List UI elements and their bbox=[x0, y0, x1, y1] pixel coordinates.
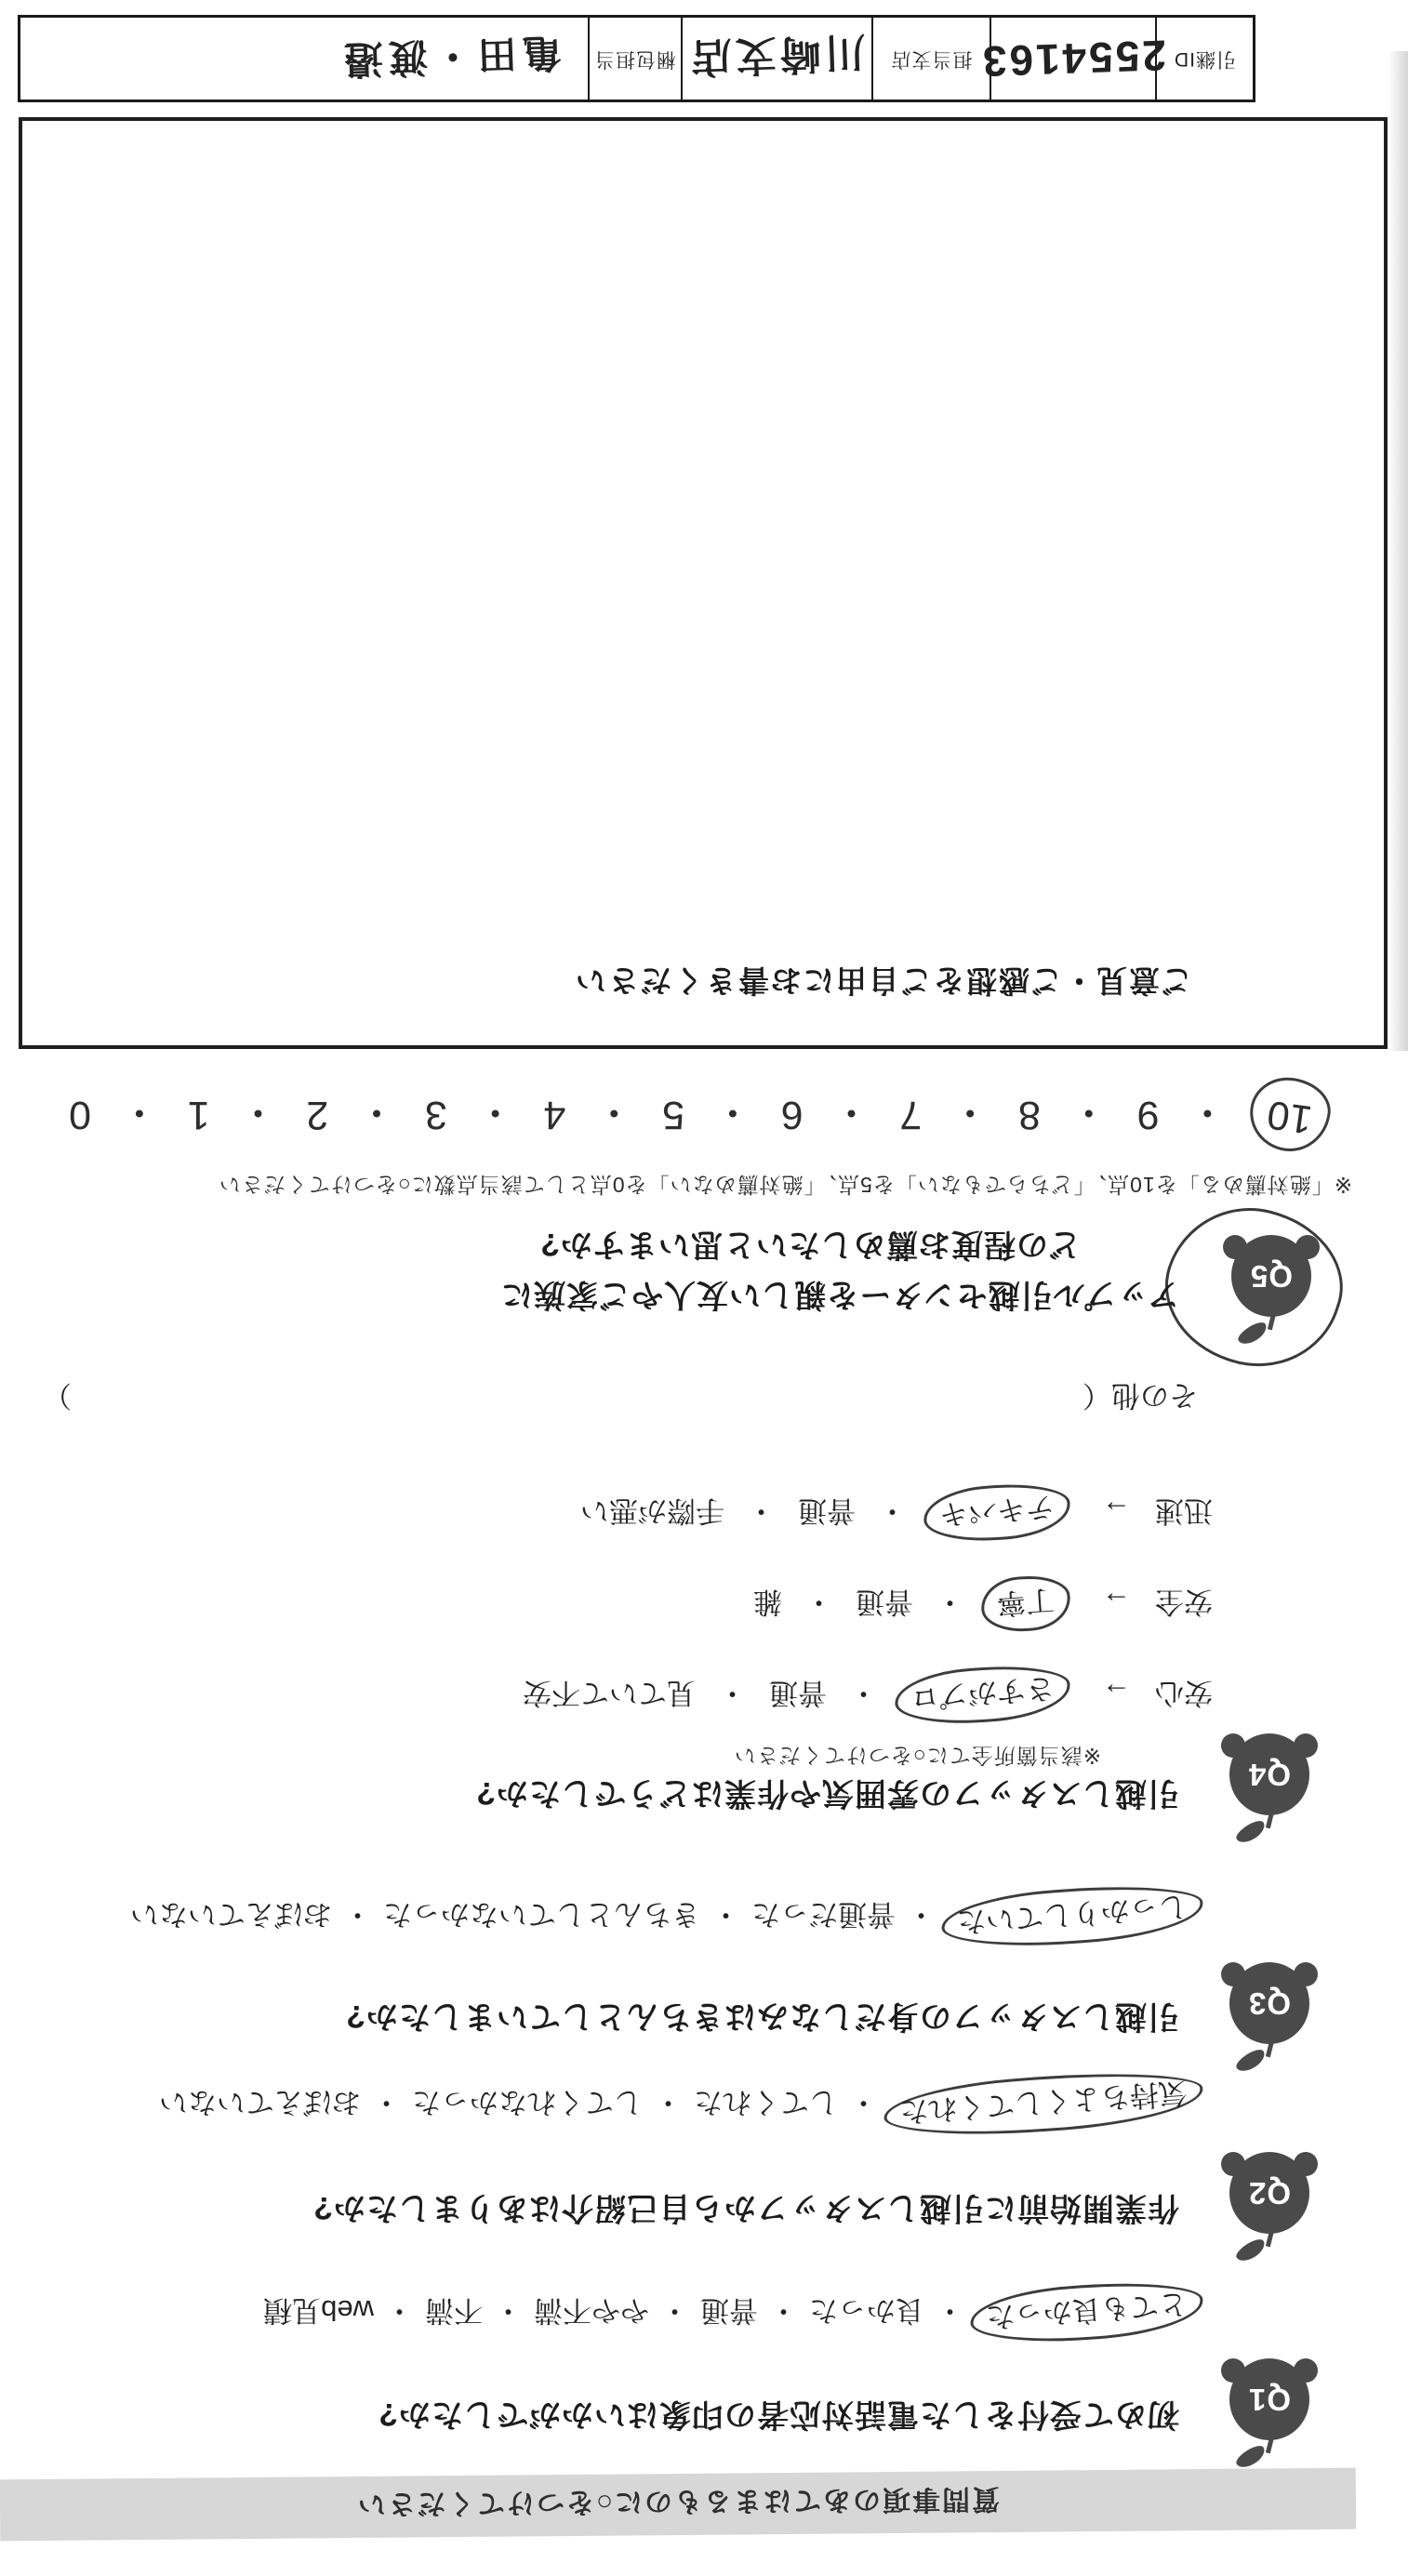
option-separator: ・ bbox=[1069, 1089, 1109, 1134]
option-separator: ・ bbox=[593, 1089, 634, 1134]
option: おぼえていない bbox=[159, 2086, 361, 2118]
q1-badge-label: Q1 bbox=[1247, 2383, 1292, 2417]
option: 3 bbox=[424, 1093, 447, 1137]
hikitsugi-id-value bbox=[979, 18, 1167, 100]
option-separator: ・ bbox=[237, 1089, 278, 1134]
option-separator: ・ bbox=[936, 2294, 964, 2327]
hikitsugi-id-label: 引継ID bbox=[1174, 48, 1236, 71]
q2-badge-label: Q2 bbox=[1247, 2176, 1292, 2211]
option: してくれなかった bbox=[412, 2086, 643, 2118]
q4-other-row bbox=[43, 1377, 1198, 1419]
handwritten-staff-names: 亀田・渡邉 bbox=[338, 30, 563, 83]
q5-badge-label: Q5 bbox=[1249, 1259, 1294, 1294]
option-separator: ・ bbox=[747, 1494, 776, 1527]
option: 普通 bbox=[700, 2294, 758, 2327]
option: 良かった bbox=[809, 2294, 924, 2327]
q4-row-jinsoku bbox=[580, 1491, 1213, 1534]
q4-row-options bbox=[753, 1583, 1065, 1621]
option: 見ていて不安 bbox=[523, 1677, 696, 1709]
option-separator: ・ bbox=[475, 1089, 516, 1134]
q1-options bbox=[263, 2287, 1198, 2334]
badge-head bbox=[1229, 2358, 1309, 2440]
option: web見積 bbox=[263, 2294, 374, 2327]
selected-option-circled: しっかりしていた bbox=[939, 1879, 1204, 1953]
option: 4 bbox=[543, 1093, 566, 1137]
option-separator: ・ bbox=[718, 1677, 747, 1709]
option: やや不満 bbox=[534, 2294, 649, 2327]
option: 1 bbox=[187, 1093, 210, 1137]
option: 普通 bbox=[798, 1494, 856, 1527]
scan-shadow-artifact bbox=[1388, 51, 1408, 1051]
option: してくれた bbox=[694, 2086, 838, 2118]
option-separator: ・ bbox=[343, 1898, 372, 1931]
q4-row-options bbox=[523, 1671, 1065, 1715]
option: 雑 bbox=[753, 1586, 782, 1618]
selected-option-circled: 10 bbox=[1245, 1072, 1335, 1156]
branch-label: 担当支店 bbox=[873, 18, 991, 100]
q1-question-text: 初めて受付をした電話対応者の印象はいかがでしたか? bbox=[378, 2397, 1179, 2432]
option: 7 bbox=[899, 1093, 923, 1137]
option: 5 bbox=[662, 1093, 685, 1137]
option-separator: ・ bbox=[372, 2086, 401, 2118]
other-close-paren: ） bbox=[43, 1379, 72, 1412]
option-separator: ・ bbox=[494, 2294, 523, 2327]
q2-question-text: 作業開始前に引越しスタッフから自己紹介はありましたか? bbox=[312, 2190, 1179, 2225]
option-separator: ・ bbox=[385, 2294, 414, 2327]
q4-row-options bbox=[580, 1490, 1065, 1532]
q4-row-anshin bbox=[523, 1673, 1213, 1717]
staff-names-value bbox=[20, 18, 590, 100]
option: 手際が悪い bbox=[580, 1494, 724, 1527]
q3-badge bbox=[1229, 1962, 1309, 2070]
option-separator: ・ bbox=[660, 2294, 689, 2327]
badge-leaf-icon bbox=[1233, 2442, 1268, 2472]
q5-question-line2: どの程度お薦めしたいと思いますか? bbox=[539, 1227, 1081, 1262]
q3-badge-label: Q3 bbox=[1247, 1986, 1292, 2021]
q4-badge bbox=[1229, 1733, 1309, 1841]
option-separator: ・ bbox=[356, 1089, 397, 1134]
selected-option-circled: 気持ちよくしてくれた bbox=[882, 2065, 1204, 2143]
option-separator: ・ bbox=[711, 1898, 740, 1931]
option-separator: ・ bbox=[830, 1089, 871, 1134]
q4-row-label: 安全 bbox=[1155, 1586, 1213, 1618]
q3-options bbox=[130, 1890, 1198, 1939]
selected-option-circled: さすがプロ bbox=[893, 1661, 1072, 1728]
option-separator: ・ bbox=[654, 2086, 683, 2118]
q5-scale-note: ※「絶対薦める」を10点、「どちらでもない」を5点、「絶対薦めない」を0点として該当点数に○をつけてください bbox=[218, 1173, 1352, 1197]
option-separator: ・ bbox=[1187, 1089, 1228, 1134]
option-separator: ・ bbox=[878, 1494, 907, 1527]
badge-leaf-icon bbox=[1233, 2046, 1268, 2076]
q3-question-text: 引越しスタッフの身だしなみはきちんとしていましたか? bbox=[345, 1998, 1179, 2034]
arrow-right-icon: → bbox=[1102, 1677, 1131, 1709]
selected-option-circled: テキパキ bbox=[922, 1481, 1072, 1546]
option-separator: ・ bbox=[849, 2086, 878, 2118]
comments-box-label: ご意見・ご感想をご自由にお書きください bbox=[574, 963, 1192, 998]
q4-row-anzen bbox=[753, 1582, 1213, 1626]
option: きちんとしていなかった bbox=[383, 1898, 700, 1931]
option-separator: ・ bbox=[936, 1586, 964, 1618]
badge-head bbox=[1231, 1235, 1311, 1317]
comments-box bbox=[19, 117, 1388, 1049]
q4-question-text: 引越しスタッフの雰囲気や作業はどうでしたか? bbox=[475, 1775, 1179, 1811]
q5-question-line1: アップル引越センターを親しい友人やご家族に bbox=[500, 1277, 1179, 1312]
q5-badge bbox=[1231, 1235, 1311, 1343]
badge-head bbox=[1229, 1733, 1309, 1815]
arrow-right-icon: → bbox=[1102, 1494, 1131, 1527]
instruction-bar-text: 質問事項のあてはまるものに○をつけてください bbox=[355, 2482, 1001, 2520]
q2-options bbox=[159, 2076, 1198, 2129]
q1-badge bbox=[1229, 2358, 1309, 2466]
branch-value bbox=[683, 18, 873, 100]
option-separator: ・ bbox=[769, 2294, 798, 2327]
option-separator: ・ bbox=[849, 1677, 878, 1709]
option: 不満 bbox=[425, 2294, 483, 2327]
arrow-right-icon: → bbox=[1102, 1586, 1131, 1618]
option-separator: ・ bbox=[907, 1898, 936, 1931]
option: 6 bbox=[780, 1093, 804, 1137]
selected-option-circled: とても良かった bbox=[968, 2277, 1205, 2347]
footer-id-table bbox=[18, 15, 1255, 102]
option: 普通だった bbox=[751, 1898, 896, 1931]
q4-note: ※該当箇所全てに○をつけてください bbox=[733, 1744, 1101, 1768]
badge-head bbox=[1229, 1962, 1309, 2044]
handwritten-branch: 川崎支店 bbox=[686, 28, 868, 81]
badge-leaf-icon bbox=[1233, 1817, 1268, 1847]
option: 0 bbox=[69, 1093, 91, 1137]
packing-staff-label: 梱包担当 bbox=[590, 18, 683, 100]
q4-badge-label: Q4 bbox=[1247, 1758, 1292, 1792]
option: 8 bbox=[1017, 1093, 1041, 1137]
option: おぼえていない bbox=[130, 1898, 332, 1931]
other-open-label: その他（ bbox=[1083, 1379, 1198, 1412]
badge-leaf-icon bbox=[1233, 2236, 1268, 2265]
badge-head bbox=[1229, 2152, 1309, 2234]
q2-badge bbox=[1229, 2152, 1309, 2260]
q4-row-label: 迅速 bbox=[1155, 1494, 1213, 1527]
option-separator: ・ bbox=[119, 1089, 160, 1134]
option: 普通 bbox=[856, 1586, 913, 1618]
option: 2 bbox=[306, 1093, 329, 1137]
option-separator: ・ bbox=[950, 1089, 990, 1134]
q4-row-label: 安心 bbox=[1155, 1677, 1213, 1709]
option: 普通 bbox=[769, 1677, 827, 1709]
option: 9 bbox=[1136, 1093, 1160, 1137]
handwritten-id: 2554163 bbox=[979, 31, 1167, 86]
option-separator: ・ bbox=[804, 1586, 833, 1618]
q5-rating-scale bbox=[69, 1083, 1324, 1146]
instruction-bar bbox=[0, 2468, 1356, 2542]
option-separator: ・ bbox=[712, 1089, 753, 1134]
selected-option-circled: 丁寧 bbox=[979, 1573, 1072, 1635]
